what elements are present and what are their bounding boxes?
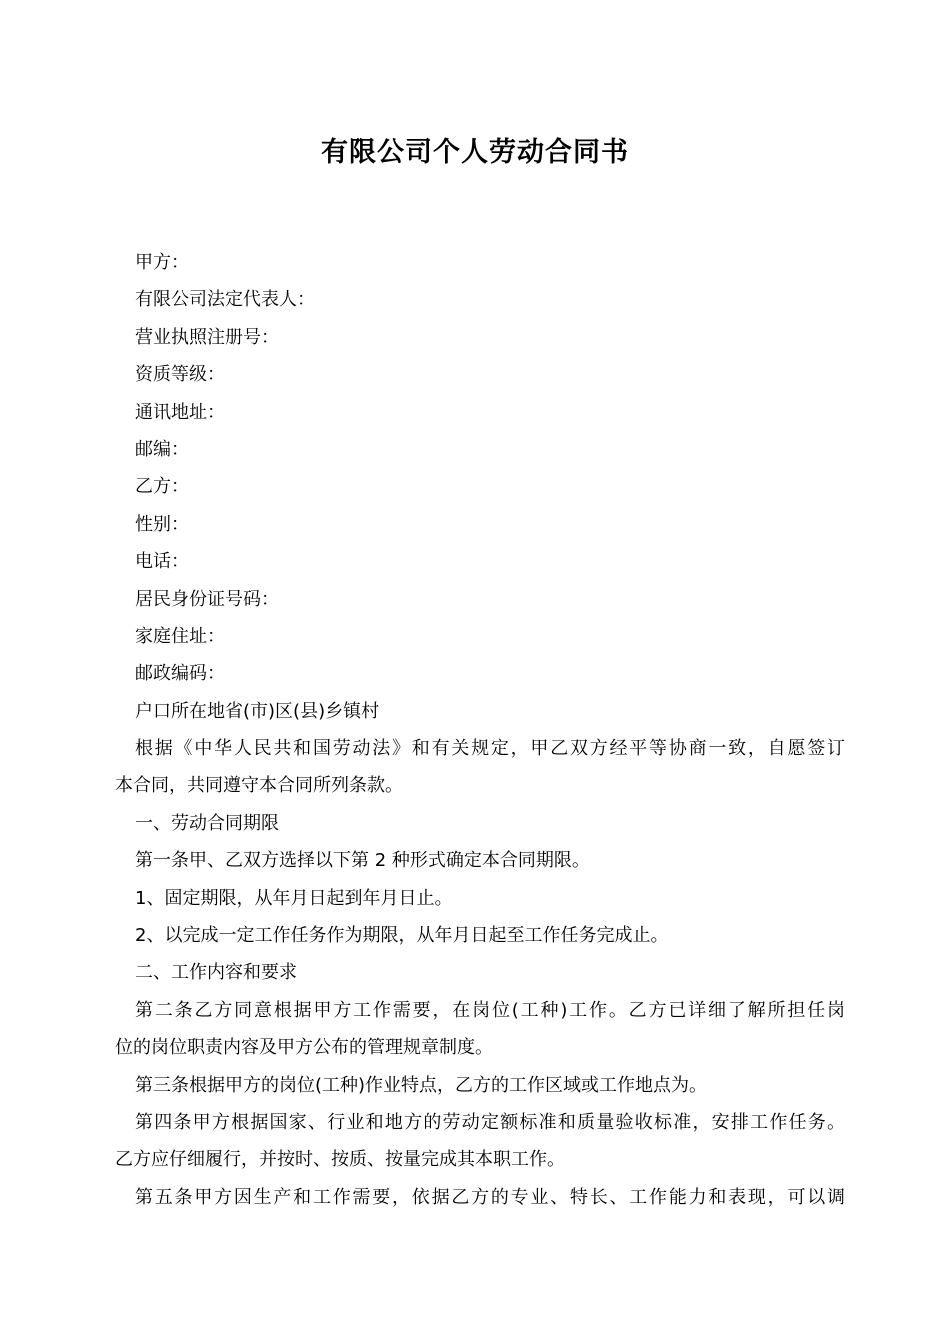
home-address-field: 家庭住址： <box>135 625 225 647</box>
party-a-field: 甲方： <box>135 252 189 273</box>
legal-representative-field: 有限公司法定代表人： <box>135 289 315 311</box>
article-5-line-1: 第五条甲方因生产和工作需要，依据乙方的专业、特长、工作能力和表现，可以调 <box>135 1186 845 1208</box>
qualification-level-field: 资质等级： <box>135 364 225 386</box>
article-2-line-1: 第二条乙方同意根据甲方工作需要，在岗位(工种)工作。乙方已详细了解所担任岗 <box>135 999 845 1021</box>
document-body <box>115 244 845 1216</box>
postcode-field: 邮编： <box>135 438 189 460</box>
postal-code-field: 邮政编码： <box>135 663 225 685</box>
id-number-field: 居民身份证号码： <box>135 588 279 610</box>
article-1: 第一条甲、乙双方选择以下第 2 种形式确定本合同期限。 <box>135 850 590 872</box>
term-option-1: 1、固定期限，从年月日起到年月日止。 <box>135 887 453 909</box>
intro-paragraph-line-1: 根据《中华人民共和国劳动法》和有关规定，甲乙双方经平等协商一致，自愿签订 <box>135 738 845 760</box>
article-4-line-1: 第四条甲方根据国家、行业和地方的劳动定额标准和质量验收标准，安排工作任务。 <box>135 1111 845 1133</box>
section-heading-work-content: 二、工作内容和要求 <box>135 962 297 984</box>
business-license-field: 营业执照注册号： <box>135 326 279 348</box>
article-2-line-2: 位的岗位职责内容及甲方公布的管理规章制度。 <box>115 1037 493 1059</box>
term-option-2: 2、以完成一定工作任务作为期限，从年月日起至工作任务完成止。 <box>135 925 669 947</box>
party-b-field: 乙方： <box>135 476 189 498</box>
mailing-address-field: 通讯地址： <box>135 401 225 423</box>
intro-paragraph-line-2: 本合同，共同遵守本合同所列条款。 <box>115 775 403 797</box>
gender-field: 性别： <box>135 513 189 535</box>
household-registration-field: 户口所在地省(市)区(县)乡镇村 <box>135 700 380 722</box>
document-title: 有限公司个人劳动合同书 <box>321 137 629 168</box>
section-heading-contract-term: 一、劳动合同期限 <box>135 812 279 834</box>
article-3: 第三条根据甲方的岗位(工种)作业特点，乙方的工作区域或工作地点为。 <box>135 1074 708 1096</box>
phone-field: 电话： <box>135 551 189 573</box>
article-4-line-2: 乙方应仔细履行，并按时、按质、按量完成其本职工作。 <box>115 1149 565 1171</box>
